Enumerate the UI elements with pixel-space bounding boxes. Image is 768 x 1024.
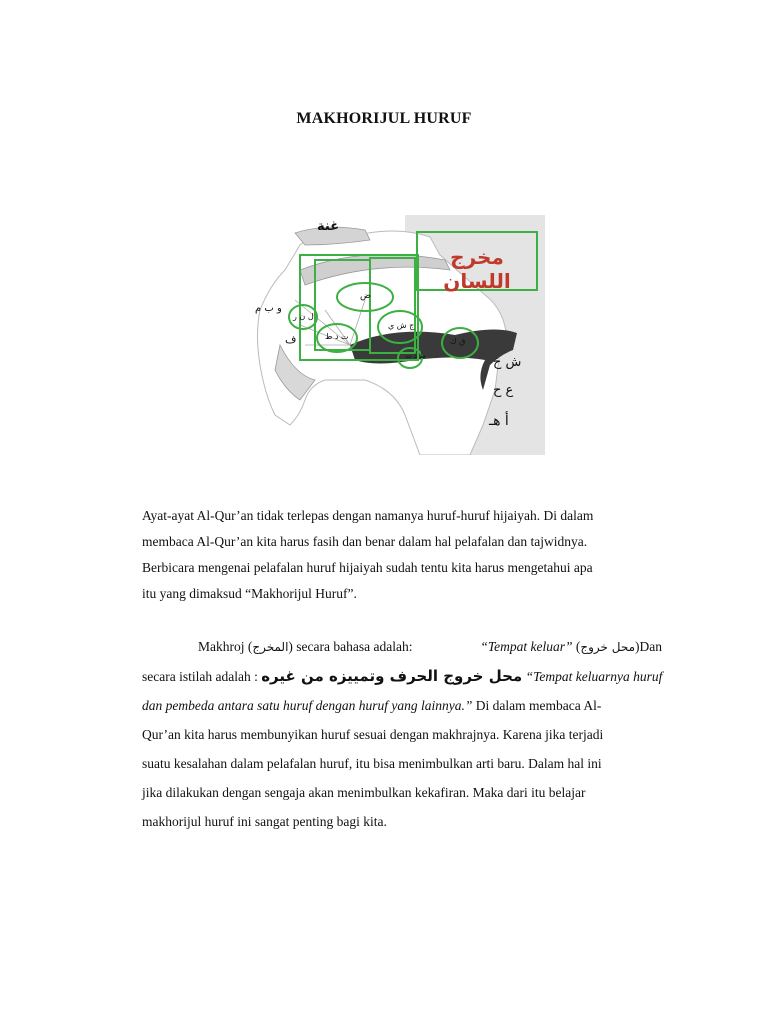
intro-line-4: itu yang dimaksud “Makhorijul Huruf”. bbox=[142, 586, 357, 601]
right-label-1: ش خ bbox=[493, 355, 522, 370]
def-l1-d: )Dan bbox=[635, 639, 662, 654]
definition-paragraph bbox=[142, 632, 662, 836]
def-l2-a: secara istilah adalah : bbox=[142, 669, 262, 684]
inner-label-5: ق ك bbox=[450, 337, 466, 346]
intro-line-3: Berbicara mengenai pelafalan huruf hijaiyah sudah tentu kita harus mengetahui apa bbox=[142, 560, 593, 575]
banner-label: مخرج اللسان bbox=[443, 245, 511, 293]
page-title: MAKHORIJUL HURUF bbox=[296, 110, 472, 127]
def-l1-c: ( bbox=[572, 639, 581, 654]
inner-label-3: ت د ط bbox=[325, 332, 349, 341]
right-label-3: أ هـ bbox=[489, 413, 509, 429]
def-l1-ar2: محل خروج bbox=[580, 640, 635, 654]
def-l1-a: Makhroj ( bbox=[198, 639, 253, 654]
def-line-5: suatu kesalahan dalam pelafalan huruf, itu bisa menimbulkan arti baru. Dalam hal ini bbox=[142, 756, 602, 771]
intro-line-1: Ayat-ayat Al-Qur’an tidak terlepas dengan namanya huruf-huruf hijaiyah. Di dalam bbox=[142, 508, 594, 523]
right-label-2: ع ح bbox=[493, 383, 514, 398]
def-l3-b: Di dalam membaca Al- bbox=[475, 698, 602, 713]
inner-label-6: ظ ذ ث bbox=[405, 352, 426, 360]
makhraj-diagram bbox=[255, 215, 545, 455]
def-l1-b: ) secara bahasa adalah: bbox=[288, 639, 413, 654]
inner-label-4: ج ش ي bbox=[388, 321, 415, 330]
def-l2-it: “Tempat keluarnya huruf bbox=[525, 669, 663, 684]
def-line-3 bbox=[142, 691, 662, 720]
def-line-6: jika dilakukan dengan sengaja akan menimbulkan kekafiran. Maka dari itu belajar bbox=[142, 785, 586, 800]
small-label: ف bbox=[285, 333, 297, 346]
inner-label-1: ض bbox=[360, 291, 371, 301]
intro-paragraph bbox=[142, 503, 662, 607]
intro-line-2: membaca Al-Qur’an kita harus fasih dan benar dalam hal pelafalan dan tajwidnya. bbox=[142, 534, 588, 549]
def-l1-it: “Tempat keluar” bbox=[480, 639, 573, 654]
def-l1-ar: المخرج bbox=[252, 640, 289, 654]
def-line-2 bbox=[142, 662, 662, 691]
lip-label: و ب م bbox=[255, 303, 282, 314]
inner-label-2: ل ن ر bbox=[293, 312, 314, 321]
def-l2-ar: محل خروج الحرف وتمييزه من غيره bbox=[261, 667, 523, 685]
def-line-4: Qur’an kita harus membunyikan huruf sesuai dengan makhrajnya. Karena jika terjadi bbox=[142, 727, 604, 742]
top-label: غنة bbox=[317, 219, 340, 234]
def-l3-it: dan pembeda antara satu huruf dengan huruf yang lainnya.” bbox=[142, 698, 473, 713]
def-line-1 bbox=[142, 632, 662, 662]
def-line-7: makhorijul huruf ini sangat penting bagi kita. bbox=[142, 814, 387, 829]
